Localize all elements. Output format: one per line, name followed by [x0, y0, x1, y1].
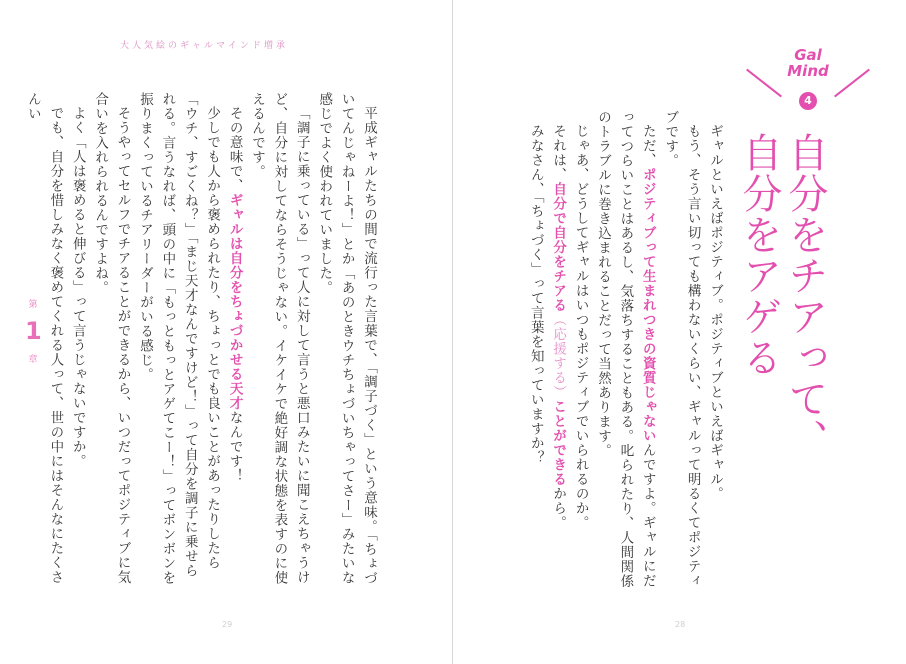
title-line-1: 自分をチアって、: [782, 132, 828, 460]
left-page-paragraph: [313, 92, 380, 592]
right-page-paragraph: [569, 110, 591, 590]
left-page-paragraph: [89, 92, 134, 592]
left-page-paragraph: [66, 92, 88, 592]
body-text: なんです！: [226, 410, 243, 483]
right-body-text: [524, 110, 726, 590]
right-page-paragraph: [524, 110, 546, 590]
body-text: んですよ。ギャルにだってつらいことはあるし、気落ちすることもある。叱られたり、人間関係のトラブルに巻き込まれることだって当然あります。: [594, 110, 656, 589]
gal-mind-badge: [748, 42, 868, 122]
chapter-number: 1: [25, 317, 42, 345]
right-page-paragraph: [659, 110, 704, 590]
title-line-2: 自分をアゲる: [736, 132, 782, 378]
badge-number: 4: [799, 92, 817, 110]
left-page-paragraph: [22, 92, 67, 592]
right-page: [453, 0, 906, 664]
body-text: もう、そう言い切っても構わないくらい、ギャルって明るくてポジティブです。: [662, 110, 701, 588]
annotation-text: （応援する）: [550, 312, 567, 399]
right-page-paragraph: [592, 110, 659, 590]
body-text: それは、: [550, 123, 567, 182]
badge-label-mind: Mind: [787, 62, 829, 80]
body-text: そうやってセルフでチアることができるから、いつだってポジティブに気合いを入れられるんですよね。: [92, 92, 131, 584]
body-text: じゃあ、どうしてギャルはいつもポジティブでいられるのか。: [572, 123, 589, 530]
running-header: 大人気絵のギャルマインド増承: [120, 41, 288, 51]
left-body-text: [22, 92, 381, 592]
body-text: 少しでも人から褒められたり、ちょっとでも良いことがあったりしたら「ウチ、すごくね？」「まじ天才なんですけど！」って自分を調子に乗せられる。言うなれば、頭の中に「もっともっとアゲてこー！」ってボンボンを振りまくっているチアリーダーがいる感じ。: [136, 92, 221, 585]
chapter-prefix: 第: [28, 300, 38, 310]
page-number-right: 28: [675, 620, 686, 629]
body-text: から。: [550, 486, 567, 530]
left-page-paragraph: [134, 92, 224, 592]
body-text: ギャルといえばポジティブ。ポジティブといえばギャル。: [707, 123, 723, 501]
badge-label-gal: Gal: [794, 46, 822, 64]
chapter-suffix: 章: [28, 355, 38, 365]
body-text: みなさん、「ちょづく」って言葉を知っていますか？: [527, 123, 544, 465]
right-page-paragraph: [704, 110, 726, 590]
page-number-left: 29: [222, 620, 233, 629]
body-text: よく「人は褒めると伸びる」って言うじゃないですか。: [69, 105, 86, 468]
body-text: その意味で、: [226, 105, 243, 193]
highlighted-text: 自分で自分をチアる: [550, 181, 567, 312]
body-text: 平成ギャルたちの間で流行った言葉で、「調子づく」という意味。「ちょづいてんじゃねーよ！」とか「あのときウチちょづいちゃってさー」みたいな感じでよく使われていました。: [316, 92, 377, 585]
body-text: 「調子に乗っている」って人に対して言うと悪口みたいに聞こえちゃうけど、自分に対してならそうじゃない。イケイケで絶好調な状態を表すのに使えるんです。: [248, 92, 310, 585]
highlighted-text: ギャルは自分をちょづかせる天才: [226, 192, 243, 410]
highlighted-text: ことができる: [550, 399, 567, 486]
highlighted-text: ポジティブって生まれつきの資質じゃない: [639, 167, 656, 443]
left-page-paragraph: [223, 92, 245, 592]
left-page-paragraph: [246, 92, 313, 592]
body-text: ただ、: [639, 123, 656, 167]
section-title: [736, 132, 828, 572]
right-page-paragraph: [547, 110, 569, 590]
body-text: でも、自分を惜しみなく褒めてくれる人って、世の中にはそんなにたくさんい: [24, 92, 64, 584]
